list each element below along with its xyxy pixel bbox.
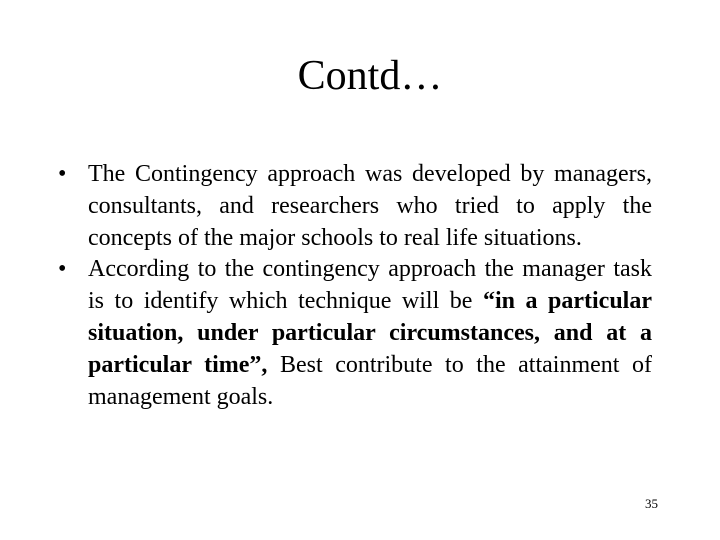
bullet-text-bold: “in a particular situation, under particular circumstances, and at a particular time”,	[88, 288, 653, 378]
bullet-item-1	[58, 159, 652, 254]
bullet-icon: •	[58, 256, 67, 283]
bullet-item-2	[58, 254, 652, 413]
bullet-text-after: Best contribute to the attainment of management goals.	[88, 351, 653, 410]
page-number: 35	[645, 496, 658, 511]
bullet-text: The Contingency approach was developed by managers, consultants, and researchers who tried to apply the concepts of the major schools to real life situations.	[88, 161, 652, 251]
bullet-icon: •	[58, 161, 67, 187]
slide-title: Contd…	[297, 53, 443, 99]
bullet-text-before: According to the contingency approach the manager task is to identify which technique will be	[88, 256, 652, 315]
bullet-list	[58, 159, 652, 413]
